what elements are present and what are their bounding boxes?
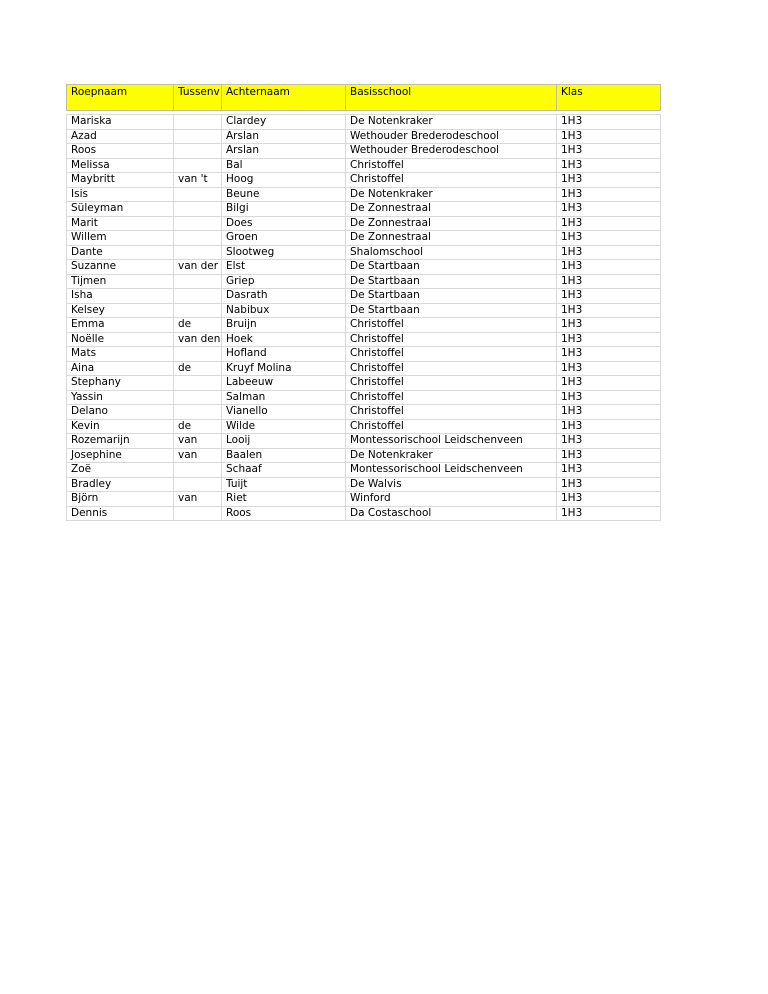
cell-achternaam: Hoek [222, 332, 346, 347]
cell-roepnaam: Josephine [67, 448, 174, 463]
header-roepnaam: Roepnaam [67, 85, 174, 111]
cell-tussenvoegsel [174, 231, 222, 246]
cell-klas: 1H3 [557, 332, 661, 347]
cell-klas: 1H3 [557, 434, 661, 449]
cell-roepnaam: Mats [67, 347, 174, 362]
cell-achternaam: Roos [222, 506, 346, 521]
cell-basisschool: Christoffel [346, 158, 557, 173]
cell-achternaam: Dasrath [222, 289, 346, 304]
cell-klas: 1H3 [557, 506, 661, 521]
cell-tussenvoegsel: van 't [174, 173, 222, 188]
table-row [67, 216, 661, 231]
cell-basisschool: Christoffel [346, 376, 557, 391]
table-row [67, 115, 661, 130]
cell-klas: 1H3 [557, 361, 661, 376]
cell-basisschool: Da Costaschool [346, 506, 557, 521]
cell-basisschool: De Zonnestraal [346, 202, 557, 217]
cell-achternaam: Arslan [222, 129, 346, 144]
cell-basisschool: De Startbaan [346, 289, 557, 304]
cell-achternaam: Vianello [222, 405, 346, 420]
cell-roepnaam: Zoë [67, 463, 174, 478]
cell-tussenvoegsel [174, 463, 222, 478]
cell-roepnaam: Roos [67, 144, 174, 159]
table-row [67, 245, 661, 260]
cell-roepnaam: Aina [67, 361, 174, 376]
cell-tussenvoegsel [174, 245, 222, 260]
table-row [67, 202, 661, 217]
cell-basisschool: De Zonnestraal [346, 216, 557, 231]
cell-achternaam: Arslan [222, 144, 346, 159]
cell-tussenvoegsel [174, 405, 222, 420]
cell-achternaam: Clardey [222, 115, 346, 130]
cell-roepnaam: Kelsey [67, 303, 174, 318]
cell-roepnaam: Björn [67, 492, 174, 507]
header-tussenvoegsel: Tussenv [174, 85, 222, 111]
table-body [67, 111, 661, 521]
cell-tussenvoegsel [174, 477, 222, 492]
cell-klas: 1H3 [557, 405, 661, 420]
cell-basisschool: Wethouder Brederodeschool [346, 129, 557, 144]
header-achternaam: Achternaam [222, 85, 346, 111]
cell-achternaam: Tuijt [222, 477, 346, 492]
cell-achternaam: Looij [222, 434, 346, 449]
table-row [67, 332, 661, 347]
cell-roepnaam: Tijmen [67, 274, 174, 289]
cell-basisschool: Christoffel [346, 361, 557, 376]
cell-tussenvoegsel: de [174, 361, 222, 376]
cell-basisschool: Shalomschool [346, 245, 557, 260]
cell-basisschool: De Notenkraker [346, 448, 557, 463]
cell-tussenvoegsel [174, 202, 222, 217]
cell-tussenvoegsel [174, 187, 222, 202]
cell-klas: 1H3 [557, 477, 661, 492]
header-basisschool: Basisschool [346, 85, 557, 111]
cell-tussenvoegsel [174, 303, 222, 318]
cell-basisschool: De Notenkraker [346, 187, 557, 202]
table-row [67, 260, 661, 275]
cell-basisschool: Christoffel [346, 419, 557, 434]
cell-klas: 1H3 [557, 158, 661, 173]
table-row [67, 318, 661, 333]
table-row [67, 303, 661, 318]
cell-klas: 1H3 [557, 144, 661, 159]
cell-klas: 1H3 [557, 245, 661, 260]
cell-basisschool: Christoffel [346, 405, 557, 420]
table-header [67, 85, 661, 111]
cell-achternaam: Riet [222, 492, 346, 507]
cell-basisschool: De Startbaan [346, 260, 557, 275]
cell-roepnaam: Isis [67, 187, 174, 202]
table-row [67, 405, 661, 420]
cell-tussenvoegsel [174, 158, 222, 173]
cell-roepnaam: Isha [67, 289, 174, 304]
cell-klas: 1H3 [557, 202, 661, 217]
cell-basisschool: Christoffel [346, 173, 557, 188]
cell-roepnaam: Dante [67, 245, 174, 260]
cell-achternaam: Groen [222, 231, 346, 246]
cell-achternaam: Nabibux [222, 303, 346, 318]
cell-achternaam: Labeeuw [222, 376, 346, 391]
cell-achternaam: Wilde [222, 419, 346, 434]
cell-achternaam: Bilgi [222, 202, 346, 217]
cell-tussenvoegsel [174, 390, 222, 405]
cell-achternaam: Hofland [222, 347, 346, 362]
cell-roepnaam: Emma [67, 318, 174, 333]
cell-achternaam: Baalen [222, 448, 346, 463]
cell-achternaam: Griep [222, 274, 346, 289]
table-row [67, 187, 661, 202]
cell-tussenvoegsel [174, 347, 222, 362]
cell-tussenvoegsel: van [174, 492, 222, 507]
cell-basisschool: De Startbaan [346, 274, 557, 289]
cell-achternaam: Hoog [222, 173, 346, 188]
table-row [67, 158, 661, 173]
table-row [67, 361, 661, 376]
cell-klas: 1H3 [557, 187, 661, 202]
table-row [67, 390, 661, 405]
cell-tussenvoegsel [174, 144, 222, 159]
cell-roepnaam: Marit [67, 216, 174, 231]
cell-klas: 1H3 [557, 492, 661, 507]
table-row [67, 231, 661, 246]
cell-tussenvoegsel: de [174, 318, 222, 333]
cell-klas: 1H3 [557, 216, 661, 231]
cell-tussenvoegsel [174, 506, 222, 521]
cell-basisschool: Winford [346, 492, 557, 507]
cell-achternaam: Elst [222, 260, 346, 275]
cell-roepnaam: Dennis [67, 506, 174, 521]
table-row [67, 492, 661, 507]
cell-klas: 1H3 [557, 173, 661, 188]
cell-roepnaam: Noëlle [67, 332, 174, 347]
cell-tussenvoegsel: van [174, 434, 222, 449]
cell-achternaam: Kruyf Molina [222, 361, 346, 376]
cell-klas: 1H3 [557, 231, 661, 246]
cell-tussenvoegsel: van [174, 448, 222, 463]
cell-basisschool: Wethouder Brederodeschool [346, 144, 557, 159]
cell-basisschool: Christoffel [346, 347, 557, 362]
cell-roepnaam: Kevin [67, 419, 174, 434]
cell-basisschool: De Notenkraker [346, 115, 557, 130]
cell-klas: 1H3 [557, 463, 661, 478]
cell-tussenvoegsel [174, 115, 222, 130]
cell-roepnaam: Rozemarijn [67, 434, 174, 449]
cell-roepnaam: Süleyman [67, 202, 174, 217]
cell-roepnaam: Mariska [67, 115, 174, 130]
cell-tussenvoegsel [174, 129, 222, 144]
cell-roepnaam: Bradley [67, 477, 174, 492]
cell-klas: 1H3 [557, 260, 661, 275]
cell-basisschool: De Walvis [346, 477, 557, 492]
cell-basisschool: Montessorischool Leidschenveen [346, 463, 557, 478]
table-row [67, 274, 661, 289]
cell-basisschool: De Startbaan [346, 303, 557, 318]
cell-basisschool: Montessorischool Leidschenveen [346, 434, 557, 449]
table-row [67, 129, 661, 144]
cell-achternaam: Beune [222, 187, 346, 202]
cell-tussenvoegsel: de [174, 419, 222, 434]
table-row [67, 144, 661, 159]
table-row [67, 448, 661, 463]
table-row [67, 477, 661, 492]
cell-klas: 1H3 [557, 129, 661, 144]
table-row [67, 173, 661, 188]
cell-roepnaam: Azad [67, 129, 174, 144]
cell-klas: 1H3 [557, 274, 661, 289]
table-row [67, 376, 661, 391]
cell-klas: 1H3 [557, 419, 661, 434]
cell-achternaam: Schaaf [222, 463, 346, 478]
cell-basisschool: De Zonnestraal [346, 231, 557, 246]
cell-roepnaam: Delano [67, 405, 174, 420]
cell-achternaam: Slootweg [222, 245, 346, 260]
cell-klas: 1H3 [557, 303, 661, 318]
cell-klas: 1H3 [557, 390, 661, 405]
table-row [67, 463, 661, 478]
table-row [67, 506, 661, 521]
table-row [67, 289, 661, 304]
cell-roepnaam: Stephany [67, 376, 174, 391]
cell-klas: 1H3 [557, 347, 661, 362]
cell-basisschool: Christoffel [346, 390, 557, 405]
cell-tussenvoegsel [174, 289, 222, 304]
cell-achternaam: Bal [222, 158, 346, 173]
table-row [67, 347, 661, 362]
cell-tussenvoegsel [174, 216, 222, 231]
header-klas: Klas [557, 85, 661, 111]
cell-klas: 1H3 [557, 318, 661, 333]
cell-roepnaam: Melissa [67, 158, 174, 173]
cell-tussenvoegsel [174, 376, 222, 391]
cell-klas: 1H3 [557, 376, 661, 391]
cell-roepnaam: Yassin [67, 390, 174, 405]
cell-achternaam: Bruijn [222, 318, 346, 333]
cell-roepnaam: Maybritt [67, 173, 174, 188]
table-row [67, 434, 661, 449]
cell-tussenvoegsel: van den [174, 332, 222, 347]
cell-achternaam: Does [222, 216, 346, 231]
student-table [66, 84, 661, 521]
cell-klas: 1H3 [557, 448, 661, 463]
cell-tussenvoegsel: van der [174, 260, 222, 275]
cell-klas: 1H3 [557, 289, 661, 304]
cell-roepnaam: Willem [67, 231, 174, 246]
table-row [67, 419, 661, 434]
cell-basisschool: Christoffel [346, 332, 557, 347]
cell-basisschool: Christoffel [346, 318, 557, 333]
cell-klas: 1H3 [557, 115, 661, 130]
cell-tussenvoegsel [174, 274, 222, 289]
cell-roepnaam: Suzanne [67, 260, 174, 275]
cell-achternaam: Salman [222, 390, 346, 405]
header-row [67, 85, 661, 111]
